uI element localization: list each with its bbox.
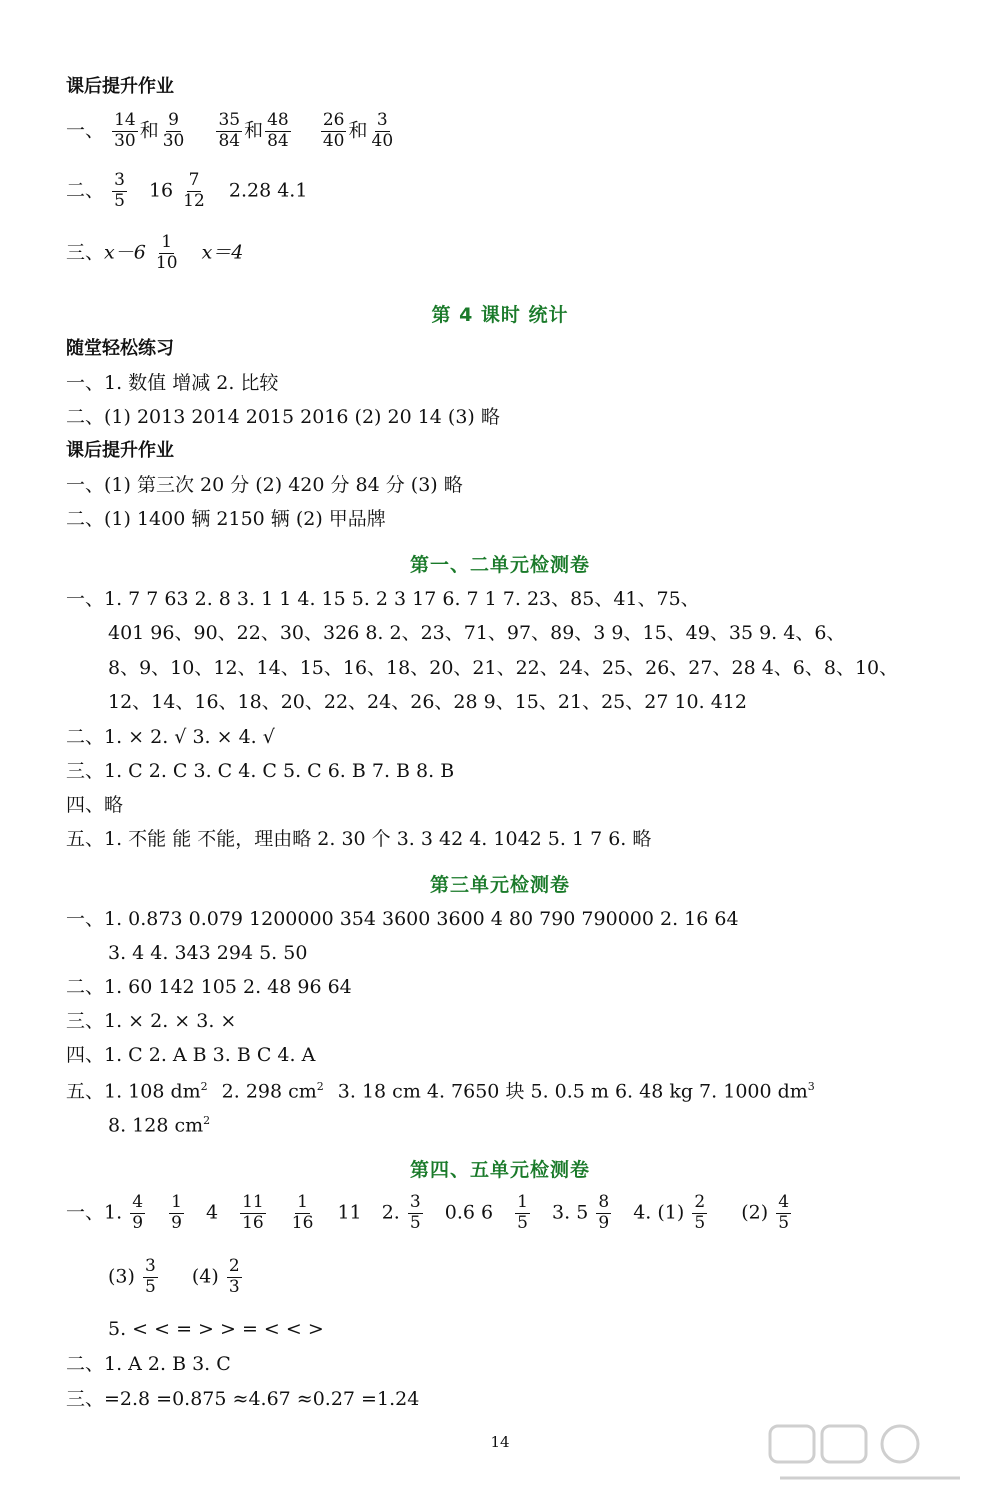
answer-line: 401 96、90、22、30、326 8. 2、23、71、97、89、3 9、15、49、35 9. 4、6、 bbox=[108, 622, 846, 644]
answer-line-fractions: 一、1. $\frac{4}{9}$ $\frac{1}{9}$ 4 $\frac{11}{16}$ $\frac{1}{16}$ 11 2. $\frac{3}{5}$ 0.6 6 $\frac{1}{5}$ 3. 5 $\frac{8}{9}$ 4. (1) $\frac{2}{5}$ (2) $\frac{4}{5}$ bbox=[66, 1192, 790, 1233]
answer-line: 12、14、16、18、20、22、24、26、28 9、15、21、25、27 10. 412 bbox=[108, 691, 747, 713]
answer-line: 三、1. C 2. C 3. C 4. C 5. C 6. B 7. B 8. B bbox=[66, 760, 455, 782]
item-label: 一、 bbox=[66, 119, 105, 142]
fraction: $\frac{48}{84}$ bbox=[267, 110, 289, 151]
answer-line-2: 二、 $\frac{3}{5}$ 16 $\frac{7}{12}$ 2.28 4.1 bbox=[66, 170, 308, 211]
answer-line: 3. 4 4. 343 294 5. 50 bbox=[108, 942, 308, 964]
answer-line: 一、1. 数值 增减 2. 比较 bbox=[66, 372, 279, 394]
answer-line: 一、1. 7 7 63 2. 8 3. 1 1 4. 15 5. 2 3 17 6. 7 1 7. 23、85、41、75、 bbox=[66, 588, 700, 610]
answer-line: 四、略 bbox=[66, 794, 124, 816]
answer-line: 一、(1) 第三次 20 分 (2) 420 分 84 分 (3) 略 bbox=[66, 474, 463, 496]
answer-line: 三、1. × 2. × 3. × bbox=[66, 1010, 237, 1032]
answer-line-fractions: (3) $\frac{3}{5}$ (4) $\frac{2}{3}$ bbox=[108, 1256, 240, 1297]
answer-line: 二、1. 60 142 105 2. 48 96 64 bbox=[66, 976, 352, 998]
fraction: $\frac{35}{84}$ bbox=[218, 110, 241, 151]
answer-line: 二、(1) 2013 2014 2015 2016 (2) 20 14 (3) 略 bbox=[66, 406, 500, 428]
section-title-units-4-5: 第四、五单元检测卷 bbox=[409, 1159, 590, 1181]
answer-line: 四、1. C 2. A B 3. B C 4. A bbox=[66, 1044, 316, 1066]
answer-line: 二、(1) 1400 辆 2150 辆 (2) 甲品牌 bbox=[66, 508, 386, 530]
fraction: $\frac{9}{30}$ bbox=[162, 110, 185, 151]
answer-line: 五、1. 不能 能 不能，理由略 2. 30 个 3. 3 42 4. 1042 5. 1 7 6. 略 bbox=[66, 828, 652, 850]
answer-line-units: 8. 128 $cm^2$ bbox=[108, 1114, 211, 1137]
fraction: $\frac{26}{40}$ bbox=[322, 110, 345, 151]
heading-after-class: 课后提升作业 bbox=[66, 76, 174, 97]
answer-line-units: 五、1. 108 $dm^2$ 2. 298 $cm^2$ 3. 18 cm 4. 7650 块 5. 0.5 m 6. 48 kg 7. 1000 $dm^3$ bbox=[66, 1080, 815, 1103]
answer-line: 二、1. A 2. B 3. C bbox=[66, 1353, 231, 1375]
watermark-logo bbox=[760, 1420, 980, 1490]
answer-line: 三、=2.8 =0.875 ≈4.67 ≈0.27 =1.24 bbox=[66, 1388, 420, 1410]
fraction: $\frac{3}{5}$ bbox=[114, 170, 125, 211]
answer-line-3: 三、x－6 $\frac{1}{10}$ x＝4 bbox=[66, 232, 244, 273]
heading-after-class: 课后提升作业 bbox=[66, 440, 174, 461]
page-number: 14 bbox=[490, 1433, 510, 1451]
section-title-units-1-2: 第一、二单元检测卷 bbox=[409, 554, 590, 576]
answer-line: 二、1. × 2. √ 3. × 4. √ bbox=[66, 726, 275, 748]
answer-line-1: 一、 $\frac{14}{30}$ 和 $\frac{9}{30}$ $\frac{35}{84}$ 和 $\frac{48}{84}$ $\frac{26}{40}$ 和 $\frac{3}{40}$ bbox=[66, 110, 394, 151]
fraction: $\frac{3}{40}$ bbox=[371, 110, 394, 151]
answer-line: 一、1. 0.873 0.079 1200000 354 3600 3600 4 80 790 790000 2. 16 64 bbox=[66, 908, 739, 930]
fraction: $\frac{1}{10}$ bbox=[155, 232, 178, 273]
fraction: $\frac{7}{12}$ bbox=[183, 170, 205, 211]
answer-line: 5. < < = > > = < < > bbox=[108, 1318, 324, 1340]
fraction: $\frac{14}{30}$ bbox=[114, 110, 136, 151]
section-title-unit-3: 第三单元检测卷 bbox=[429, 874, 570, 896]
section-title-lesson4: 第 4 课时 统计 bbox=[431, 304, 569, 326]
heading-in-class: 随堂轻松练习 bbox=[66, 338, 174, 359]
answer-line: 8、9、10、12、14、15、16、18、20、21、22、24、25、26、27、28 4、6、8、10、 bbox=[108, 657, 899, 679]
